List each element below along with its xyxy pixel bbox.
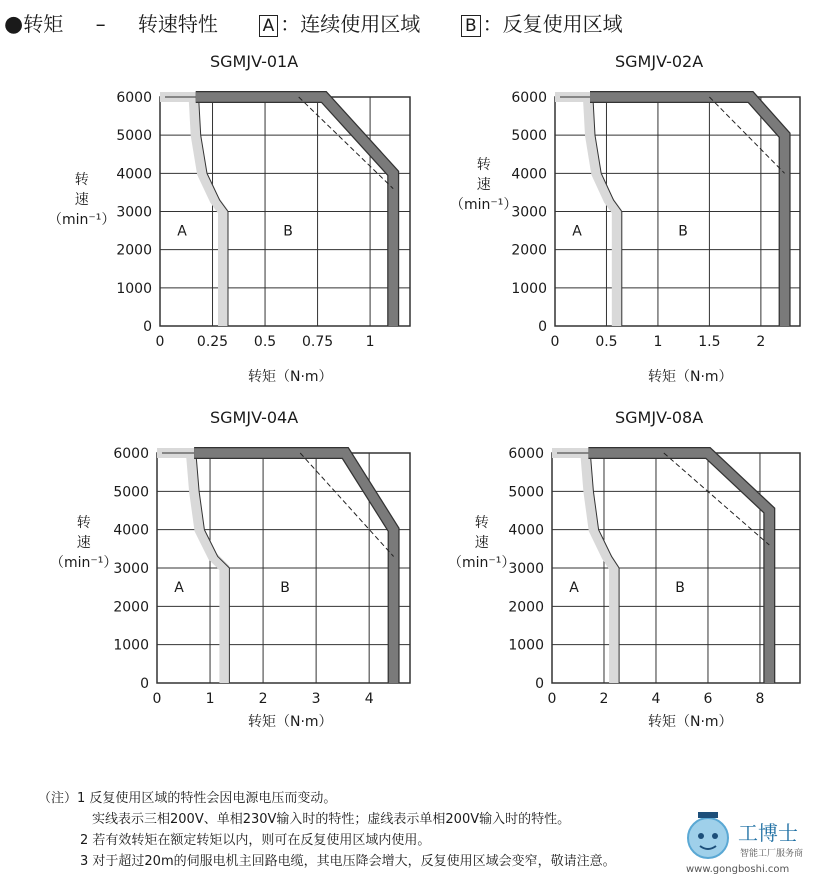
footnotes [38,788,616,872]
y-tick-label: 0 [535,676,544,692]
x-tick-label: 0 [550,334,560,350]
note-prefix: （注） [38,791,78,806]
x-axis-label: 转矩（N·m） [248,714,333,730]
page-header: ●转矩 – 转速特性 A ：连续使用区域 B ：反复使用区域 [4,12,623,37]
chart-panel-2 [400,52,812,402]
region-b-label: B [283,223,293,240]
x-tick-label: 1 [205,691,215,707]
chart-plot [0,52,412,402]
y-axis-label: 转 速 （min⁻¹） [48,172,116,228]
region-a-label: A [177,223,187,240]
x-tick-label: 0.5 [595,334,618,350]
chart-title: SGMJV-02A [615,52,704,71]
note-3: 3 对于超过20m的伺服电机主回路电缆，其电压降会增大，反复使用区域会变窄，敬请注意。 [80,854,616,869]
y-tick-label: 2000 [511,242,547,259]
y-axis-label: 转 速 （min⁻¹） [448,515,516,571]
y-tick-label: 5000 [511,128,547,145]
chart-title: SGMJV-01A [210,52,299,71]
y-tick-label: 6000 [508,446,544,462]
y-tick-label: 3000 [508,561,544,577]
x-tick-label: 0 [155,334,165,350]
chart-plot [400,408,812,758]
y-tick-label: 6000 [113,446,149,462]
single-phase-dashed-line [299,97,394,189]
header-dash: – [95,12,106,36]
bullet-icon: ● [4,12,24,37]
x-tick-label: 0 [152,691,162,707]
x-tick-label: 2 [756,334,766,350]
y-tick-label: 5000 [113,484,149,501]
y-tick-label: 1000 [113,637,149,654]
x-tick-label: 0.25 [196,334,229,350]
y-tick-label: 0 [140,676,149,692]
y-tick-label: 4000 [113,522,149,539]
x-axis-label: 转矩（N·m） [648,369,733,385]
y-tick-label: 3000 [116,204,152,221]
region-a-label: A [572,223,582,240]
x-tick-label: 2 [599,691,609,707]
y-tick-label: 1000 [511,280,547,297]
chart-title: SGMJV-08A [615,408,704,427]
watermark-logo [680,806,820,876]
x-tick-label: 3 [311,691,321,707]
legend-box-a: A [259,15,279,37]
region-b-label: B [678,223,688,240]
x-tick-label: 4 [364,691,374,707]
y-tick-label: 3000 [113,561,149,577]
x-tick-label: 0 [547,691,557,707]
region-a-label: A [569,580,579,597]
x-tick-label: 0.5 [253,334,277,350]
chart-panel-1 [0,52,412,402]
legend-label-continuous: 连续使用区域 [300,12,421,36]
note-2: 2 若有效转矩在额定转矩以内，则可在反复使用区域内使用。 [80,833,431,848]
region-b-label: B [280,580,290,597]
header-title-torque: 转矩 [23,12,64,36]
legend-box-b: B [461,15,481,37]
x-axis-label: 转矩（N·m） [248,369,333,385]
y-tick-label: 4000 [508,522,544,539]
y-tick-label: 0 [538,319,547,335]
logo-subtitle: 智能工厂服务商 [740,849,804,859]
legend-label-intermittent: 反复使用区域 [502,12,623,36]
note-1b: 实线表示三相200V、单相230V输入时的特性；虚线表示单相200V输入时的特性。 [92,812,571,827]
y-tick-label: 1000 [508,637,544,654]
y-tick-label: 3000 [511,204,547,221]
x-tick-label: 2 [258,691,268,707]
y-tick-label: 2000 [508,599,544,616]
y-axis-label: 转 速 （min⁻¹） [450,157,518,213]
note-1: 1 反复使用区域的特性会因电源电压而变动。 [77,791,337,806]
region-a-label: A [174,580,184,597]
x-tick-label: 0.75 [301,334,334,350]
chart-panel-4 [400,408,812,758]
x-tick-label: 1.5 [698,334,721,350]
x-axis-label: 转矩（N·m） [648,714,733,730]
y-tick-label: 1000 [116,280,152,297]
y-tick-label: 4000 [511,166,547,183]
x-tick-label: 4 [651,691,661,707]
x-tick-label: 8 [755,691,765,707]
chart-plot [0,408,412,758]
y-tick-label: 4000 [116,166,152,183]
robot-mascot-icon [680,806,820,876]
y-tick-label: 2000 [113,599,149,616]
x-tick-label: 1 [365,334,375,350]
y-tick-label: 2000 [116,242,152,259]
header-title-speed: 转速特性 [137,12,218,36]
y-tick-label: 0 [143,319,152,335]
y-tick-label: 5000 [116,128,152,145]
region-b-label: B [675,580,685,597]
chart-plot [400,52,812,402]
y-axis-label: 转 速 （min⁻¹） [50,515,118,571]
y-tick-label: 6000 [116,90,152,106]
chart-title: SGMJV-04A [210,408,299,427]
y-tick-label: 5000 [508,484,544,501]
x-tick-label: 1 [653,334,663,350]
logo-url: www.gongboshi.com [686,864,790,875]
logo-name: 工博士 [738,821,798,845]
chart-panel-3 [0,408,412,758]
x-tick-label: 6 [703,691,713,707]
y-tick-label: 6000 [511,90,547,106]
